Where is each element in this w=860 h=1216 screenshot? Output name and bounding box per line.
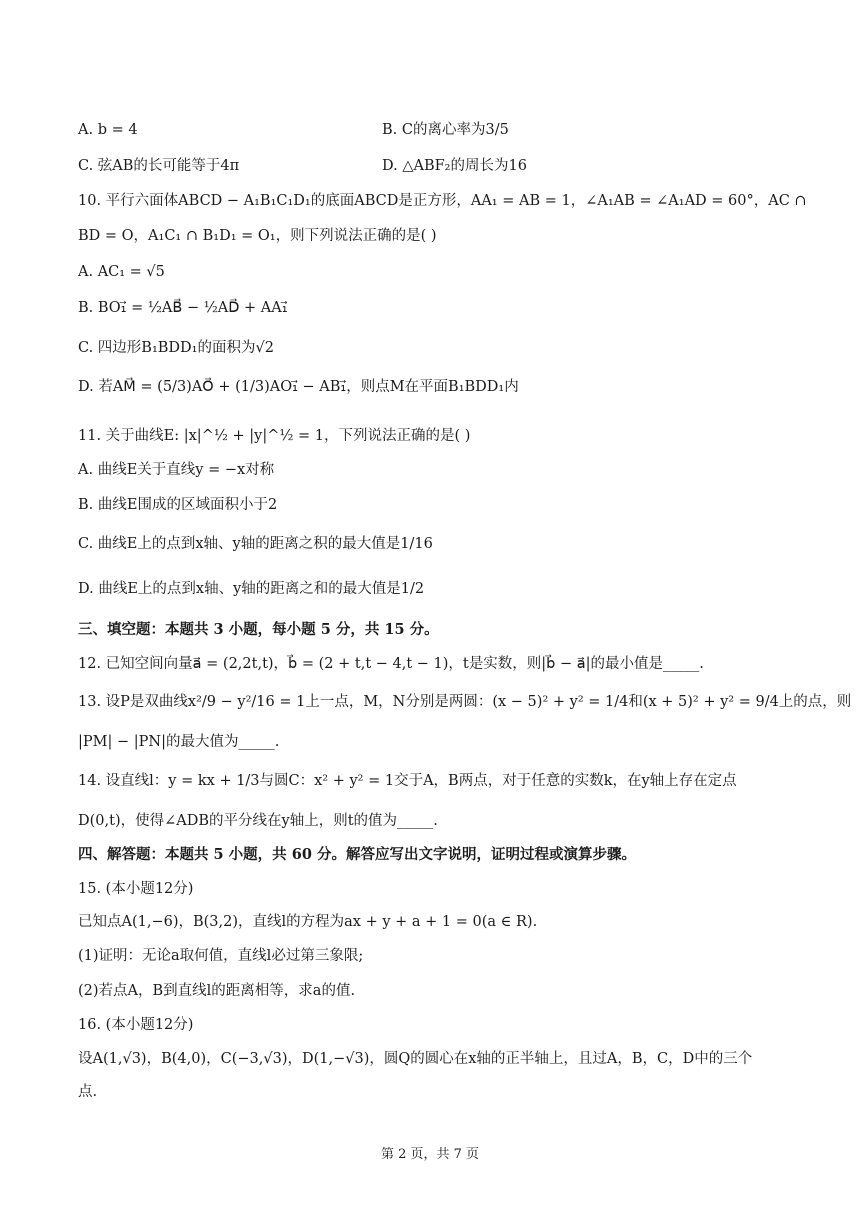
q16-line-2: 点. (78, 1084, 98, 1100)
q15-line-2: (1)证明：无论a取何值，直线l必过第三象限; (78, 948, 364, 964)
q15-line-1: 已知点A(1,−6)，B(3,2)，直线l的方程为ax + y + a + 1 = 0(a ∈ R). (78, 914, 538, 930)
section-4-heading: 四、解答题：本题共 5 小题，共 60 分。解答应写出文字说明，证明过程或演算步骤。 (78, 846, 636, 863)
q9-options-row-1 (78, 119, 782, 141)
q13-stem-line-2: |PM| − |PN|的最大值为_____. (78, 734, 280, 750)
page-footer: 第 2 页，共 7 页 (380, 1147, 480, 1162)
q15-line-3: (2)若点A，B到直线l的距离相等，求a的值. (78, 983, 356, 999)
q10-option-b: B. BO₁⃗ = ½AB⃗ − ½AD⃗ + AA₁⃗ (78, 300, 288, 316)
q10-stem-line-1: 10. 平行六面体ABCD − A₁B₁C₁D₁的底面ABCD是正方形，AA₁ = AB = 1，∠A₁AB = ∠A₁AD = 60°，AC ∩ (78, 193, 807, 209)
q9-option-d: D. △ABF₂的周长为16 (382, 158, 527, 174)
q11-option-a: A. 曲线E关于直线y = −x对称 (78, 462, 275, 478)
q16-line-1: 设A(1,√3)，B(4,0)，C(−3,√3)，D(1,−√3)，圆Q的圆心在x轴的正半轴上，且过A，B，C，D中的三个 (78, 1051, 753, 1067)
q15-title: 15. (本小题12分) (78, 881, 194, 897)
q9-option-b: B. C的离心率为3/5 (382, 122, 509, 138)
q11-option-c: C. 曲线E上的点到x轴、y轴的距离之积的最大值是1/16 (78, 536, 433, 552)
q9-option-a: A. b = 4 (78, 122, 138, 138)
q10-option-c: C. 四边形B₁BDD₁的面积为√2 (78, 340, 274, 356)
q14-stem-line-2: D(0,t)，使得∠ADB的平分线在y轴上，则t的值为_____. (78, 813, 438, 829)
q9-option-c: C. 弦AB的长可能等于4π (78, 158, 240, 174)
q16-title: 16. (本小题12分) (78, 1017, 194, 1033)
q11-option-d: D. 曲线E上的点到x轴、y轴的距离之和的最大值是1/2 (78, 581, 425, 597)
q12-stem: 12. 已知空间向量a⃗ = (2,2t,t)，b⃗ = (2 + t,t − 4,t − 1)，t是实数，则|b⃗ − a⃗|的最小值是_____. (78, 656, 704, 672)
q14-stem-line-1: 14. 设直线l：y = kx + 1/3与圆C：x² + y² = 1交于A，B两点，对于任意的实数k，在y轴上存在定点 (78, 773, 737, 789)
q10-stem-line-2: BD = O，A₁C₁ ∩ B₁D₁ = O₁，则下列说法正确的是( ) (78, 228, 437, 244)
q13-stem-line-1: 13. 设P是双曲线x²/9 − y²/16 = 1上一点，M，N分别是两圆：(x − 5)² + y² = 1/4和(x + 5)² + y² = 9/4上的点，则 (78, 694, 852, 710)
q11-option-b: B. 曲线E围成的区域面积小于2 (78, 497, 278, 513)
q10-option-a: A. AC₁ = √5 (78, 264, 165, 280)
q9-options-row-2 (78, 155, 782, 177)
q10-option-d: D. 若AM⃗ = (5/3)AO⃗ + (1/3)AO₁⃗ − AB₁⃗，则点M在平面B₁BDD₁内 (78, 379, 519, 395)
section-3-heading: 三、填空题：本题共 3 小题，每小题 5 分，共 15 分。 (78, 621, 439, 638)
q11-stem: 11. 关于曲线E: |x|^½ + |y|^½ = 1，下列说法正确的是( ) (78, 428, 471, 444)
